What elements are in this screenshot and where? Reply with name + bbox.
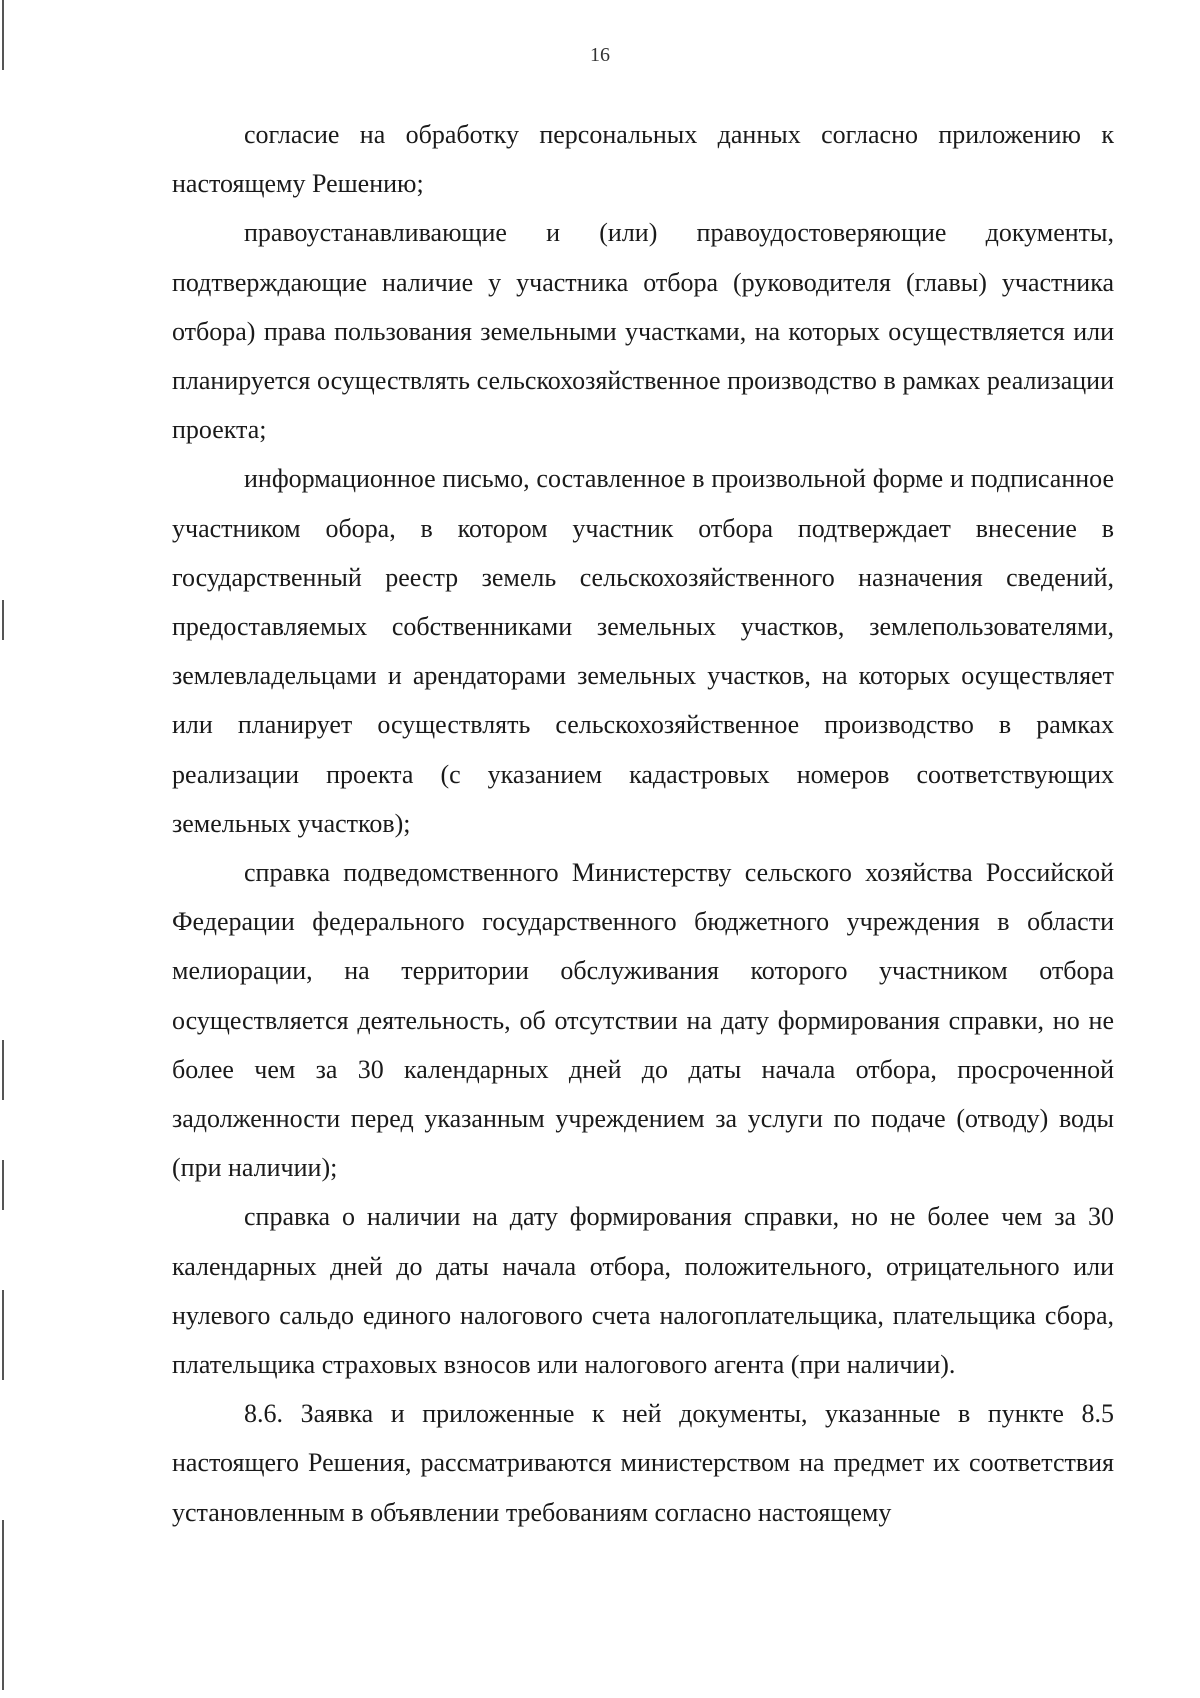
paragraph-melioration-certificate: справка подведомственного Министерству сельского хозяйства Российской Федерации федерального государственного бюджетного учреждения в области мелиорации, на территории обслуживания которого участником отбора осуществляется деятельность, об отсутствии на дату формирования справки, но не более чем за 30 календарных дней до даты начала отбора, просроченной задолженности перед указанным учреждением за услуги по подаче (отводу) воды (при наличии); bbox=[172, 858, 1114, 1183]
document-body bbox=[172, 110, 1114, 1537]
scan-edge-mark bbox=[2, 1290, 4, 1380]
paragraph-title-documents: правоустанавливающие и (или) правоудостоверяющие документы, подтверждающие наличие у участника отбора (руководителя (главы) участника отбора) права пользования земельными участками, на которых осуществляется или планируется осуществлять сельскохозяйственное производство в рамках реализации проекта; bbox=[172, 218, 1114, 445]
paragraph-info-letter: информационное письмо, составленное в произвольной форме и подписанное участником обора, в котором участник отбора подтверждает внесение в государственный реестр земель сельскохозяйственного назначения сведений, предоставляемых собственниками земельных участков, землепользователями, землевладельцами и арендаторами земельных участков, на которых осуществляет или планирует осуществлять сельскохозяйственное производство в рамках реализации проекта (с указанием кадастровых номеров соответствующих земельных участков); bbox=[172, 464, 1114, 838]
scan-edge-mark bbox=[2, 1520, 4, 1690]
scan-edge-mark bbox=[2, 600, 4, 640]
page-number: 16 bbox=[590, 44, 610, 66]
scan-edge-mark bbox=[2, 1160, 4, 1210]
paragraph-clause-8-6: 8.6. Заявка и приложенные к ней документы, указанные в пункте 8.5 настоящего Решения, рассматриваются министерством на предмет их соответствия установленным в объявлении требованиям согласно настоящему bbox=[172, 1399, 1114, 1527]
paragraph-tax-certificate: справка о наличии на дату формирования справки, но не более чем за 30 календарных дней до даты начала отбора, положительного, отрицательного или нулевого сальдо единого налогового счета налогоплательщика, плательщика сбора, плательщика страховых взносов или налогового агента (при наличии). bbox=[172, 1202, 1114, 1380]
scan-edge-mark bbox=[2, 1040, 4, 1100]
paragraph-consent: согласие на обработку персональных данных согласно приложению к настоящему Решению; bbox=[172, 120, 1114, 199]
